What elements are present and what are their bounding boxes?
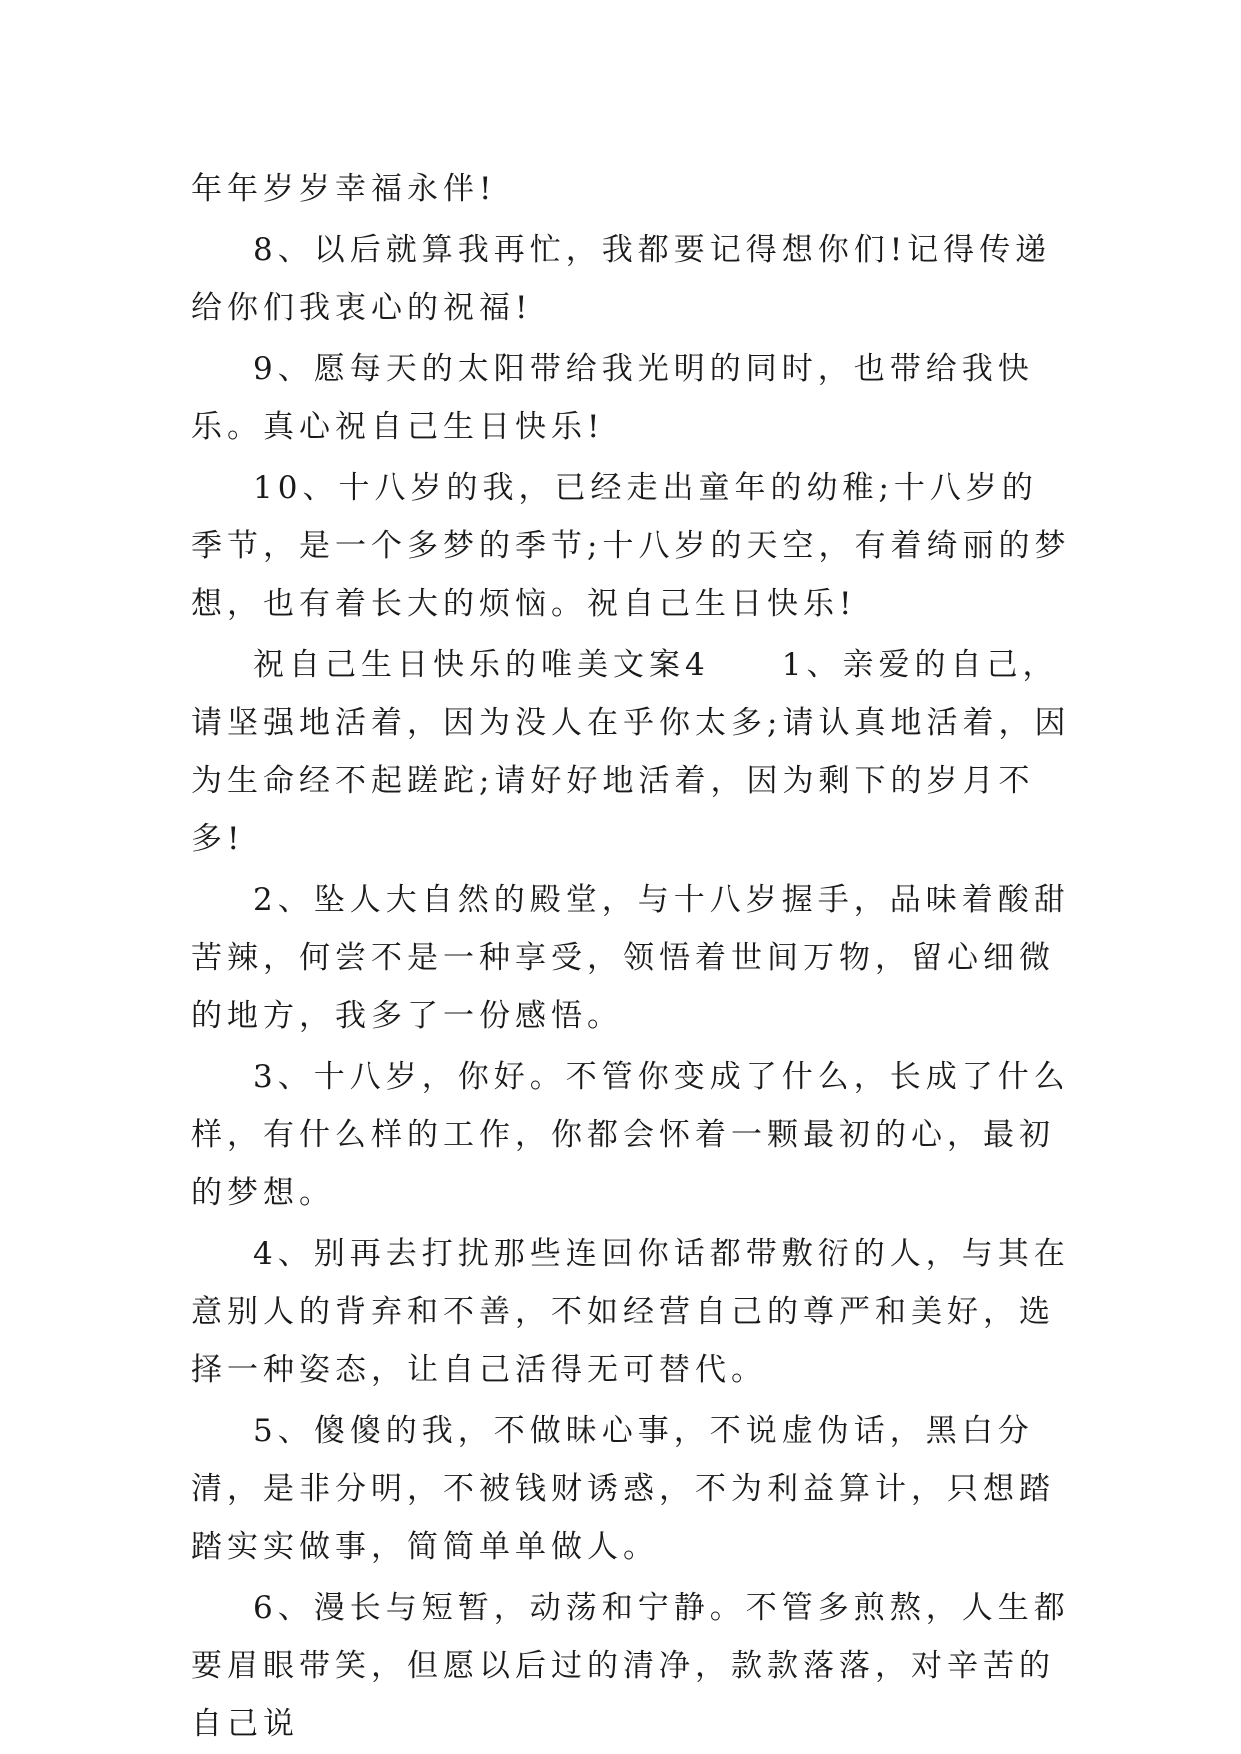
paragraph-wish-2: 2、坠人大自然的殿堂，与十八岁握手，品味着酸甜苦辣，何尝不是一种享受，领悟着世间万物，留心细微的地方，我多了一份感悟。 bbox=[191, 882, 1070, 1034]
paragraph-continuation: 年年岁岁幸福永伴! bbox=[191, 171, 497, 207]
paragraph-wish-9: 9、愿每天的太阳带给我光明的同时，也带给我快乐。真心祝自己生日快乐! bbox=[191, 351, 1034, 445]
paragraph-wish-6: 6、漫长与短暂，动荡和宁静。不管多煎熬，人生都要眉眼带笑，但愿以后过的清净，款款落落，对辛苦的自己说 bbox=[191, 1590, 1070, 1742]
paragraph-wish-5: 5、傻傻的我，不做昧心事，不说虚伪话，黑白分清，是非分明，不被钱财诱惑，不为利益算计，只想踏踏实实做事，简简单单做人。 bbox=[191, 1413, 1055, 1565]
paragraph-wish-8: 8、以后就算我再忙，我都要记得想你们!记得传递给你们我衷心的祝福! bbox=[191, 232, 1052, 326]
paragraph-section-4-wish-1: 祝自己生日快乐的唯美文案4 1、亲爱的自己，请坚强地活着，因为没人在乎你太多;请认真地活着，因为生命经不起蹉跎;请好好地活着，因为剩下的岁月不多! bbox=[191, 647, 1071, 857]
document-body bbox=[191, 160, 1071, 1753]
paragraph-wish-3: 3、十八岁，你好。不管你变成了什么，长成了什么样，有什么样的工作，你都会怀着一颗最初的心，最初的梦想。 bbox=[191, 1059, 1070, 1211]
paragraph-wish-10: 10、十八岁的我，已经走出童年的幼稚;十八岁的季节，是一个多梦的季节;十八岁的天空，有着绮丽的梦想，也有着长大的烦恼。祝自己生日快乐! bbox=[191, 470, 1071, 622]
paragraph-wish-4: 4、别再去打扰那些连回你话都带敷衍的人，与其在意别人的背弃和不善，不如经营自己的尊严和美好，选择一种姿态，让自己活得无可替代。 bbox=[191, 1236, 1070, 1388]
